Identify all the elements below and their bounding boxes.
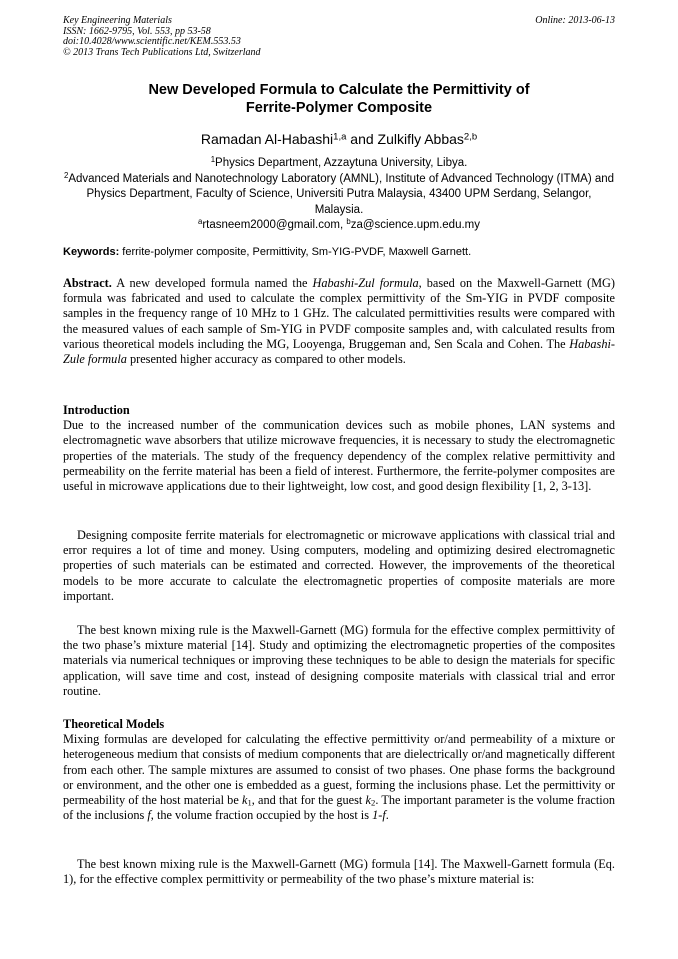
keywords-label: Keywords:: [63, 246, 120, 258]
title-line-1: New Developed Formula to Calculate the Permittivity of: [148, 82, 530, 98]
author-emails: [63, 218, 615, 234]
math-expression: 1-f: [372, 808, 386, 823]
keywords-text: ferrite-polymer composite, Permittivity, Sm-YIG-PVDF, Maxwell Garnett.: [119, 246, 472, 258]
theory-text: , the volume fraction occupied by the host is: [150, 808, 373, 823]
introduction-paragraph-1: Due to the increased number of the communication devices such as mobile phones, LAN systems and electromagnetic wave absorbers that utilize microwave frequencies, it is necessary to study the electromagnetic properties of the materials. The study of the frequency dependency of the complex relative permittivity and permeability on the ferrite material has been a field of interest. Furthermore, the ferrite-polymer composites are useful in microwave applications due to their lightweight, low cost, and good design flexibility [1, 2, 3-13].: [63, 418, 615, 494]
title-line-2: Ferrite-Polymer Composite: [245, 100, 433, 116]
email-superscript: b: [346, 217, 351, 227]
abstract-text: presented higher accuracy as compared to other models.: [126, 352, 406, 367]
abstract-text: A new developed formula named the: [111, 276, 313, 290]
affiliations: [63, 156, 615, 234]
affiliation-text: Advanced Materials and Nanotechnology Laboratory (AMNL), Institute of Advanced Technology (ITMA) and Physics Department, Faculty of Science, Universiti Putra Malaysia, 43400 UPM Serdang, Selangor, Malaysia.: [68, 172, 615, 216]
theory-section: [63, 717, 615, 823]
math-variable: f: [147, 808, 151, 823]
theory-paragraph-2: The best known mixing rule is the Maxwell-Garnett (MG) formula [14]. The Maxwell-Garnett formula (Eq. 1), for the effective complex permittivity or permeability of the two phase’s mixture material is:: [63, 857, 615, 887]
math-subscript: 1: [247, 797, 252, 808]
online-date: Online: 2013-06-13: [535, 15, 615, 26]
author-conjunction: and: [346, 131, 378, 147]
abstract-text: , based on the Maxwell-Garnett (MG) formula was fabricated and used to calculate the complex permittivity of the Sm-YIG in PVDF composite samples in the frequency range of 10 MHz to 1 GHz. The calculated permittivities results were compared with the measured values of each sample of Sm-YIG in PVDF composite samples and, with calculated results from various theoretical models including the MG, Looyenga, Bruggeman and, Sen Scala and Cohen. The: [63, 276, 615, 351]
theory-text: , and that for the guest: [251, 793, 366, 808]
theory-text: . The important parameter is the volume fraction of the inclusions: [63, 793, 615, 823]
abstract: [63, 276, 615, 367]
author-superscript: 1,a: [333, 131, 347, 143]
author-name: Ramadan Al-Habashi: [200, 131, 334, 147]
introduction-heading: Introduction: [63, 403, 130, 417]
theory-heading: Theoretical Models: [63, 717, 165, 731]
abstract-label: Abstract.: [63, 276, 112, 290]
doi-line: doi:10.4028/www.scientific.net/KEM.553.53: [63, 36, 241, 47]
formula-name: Habashi-Zul formula: [312, 276, 419, 290]
theory-paragraph-1: [63, 732, 615, 823]
theory-text: .: [385, 808, 389, 823]
affiliation-1: [63, 156, 615, 172]
introduction-section-2: [63, 528, 615, 604]
journal-name: Key Engineering Materials: [63, 15, 172, 26]
affiliation-number: 1: [210, 155, 216, 165]
theory-text: Mixing formulas are developed for calculating the effective permittivity or/and permeability of a mixture or heterogeneous medium that consists of medium components that are dielectrically or/and magnetically different from each other. The sample mixtures are assumed to consist of two phases. One phase forms the background or environment, and the other one is embedded as a guest, forming the inclusions phase. Let the permittivity or permeability of the host material be: [63, 732, 615, 808]
copyright-line: © 2013 Trans Tech Publications Ltd, Switzerland: [63, 46, 261, 58]
keywords: [63, 245, 615, 259]
author-name: Zulkifly Abbas: [377, 131, 464, 147]
author-list: [63, 130, 615, 148]
introduction-section-3: [63, 623, 615, 699]
introduction-section: [63, 403, 615, 494]
issn-line: ISSN: 1662-9795, Vol. 553, pp 53-58: [63, 25, 211, 37]
formula-name: Habashi-Zule formula: [63, 336, 615, 367]
math-variable: k: [241, 793, 248, 808]
abstract-paragraph: [63, 276, 615, 367]
introduction-paragraph-3: The best known mixing rule is the Maxwell-Garnett (MG) formula for the effective complex permittivity of the two phase’s mixture material [14]. Study and optimizing the electromagnetic properties of the composites materials via numerical techniques or improving these techniques to be able to design the materials for specific application, will save time and cost, instead of designing composite materials with classical trial and error routine.: [63, 623, 615, 698]
email-link[interactable]: za@science.upm.edu.my: [350, 219, 480, 231]
math-subscript: 2: [371, 797, 376, 808]
introduction-paragraph-2: Designing composite ferrite materials for electromagnetic or microwave applications with classical trial and error requires a lot of time and money. Using computers, modeling and optimizing desired electromagnetic properties of such materials can be estimated and corrected. However, the improvements of the theoretical models to be more accurate to calculate the electromagnetic properties of composite materials are more important.: [63, 528, 615, 603]
affiliation-number: 2: [63, 170, 69, 180]
paper-title: [63, 81, 615, 117]
email-link[interactable]: rtasneem2000@gmail.com,: [202, 219, 347, 231]
affiliation-text: Physics Department, Azzaytuna University, Libya.: [215, 157, 468, 169]
journal-header: [63, 16, 615, 58]
affiliation-2: [63, 172, 615, 219]
math-variable: k: [365, 793, 372, 808]
author-superscript: 2,b: [463, 131, 478, 143]
theory-section-2: [63, 857, 615, 887]
email-superscript: a: [197, 217, 203, 227]
